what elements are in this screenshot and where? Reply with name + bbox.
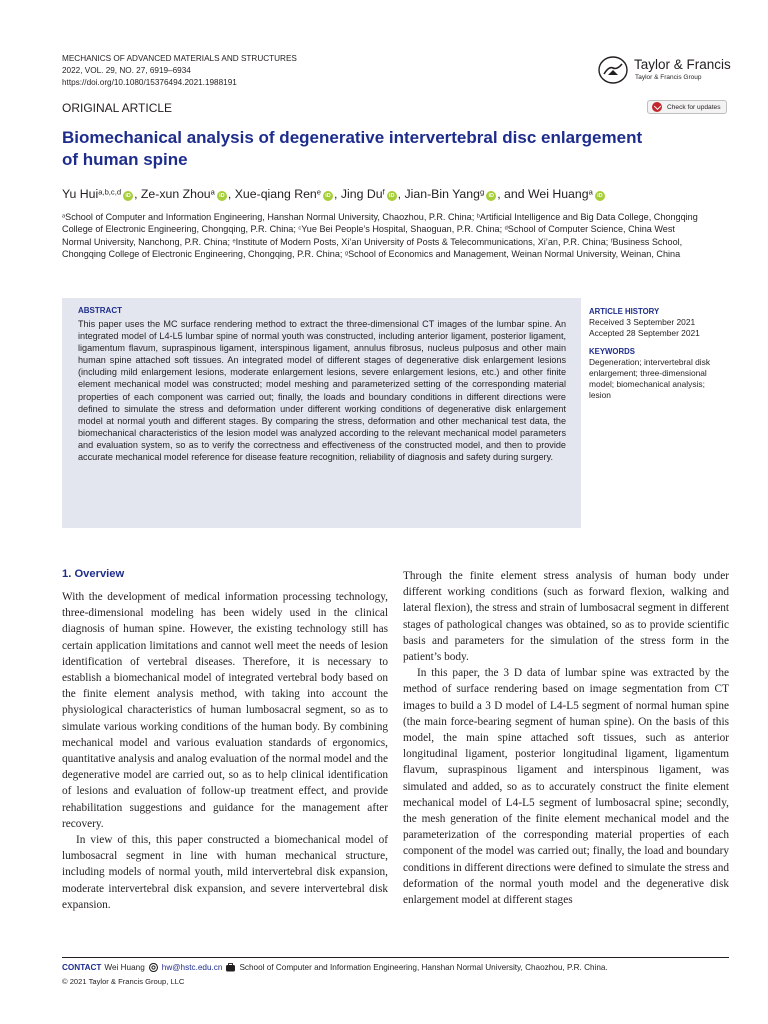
orcid-icon[interactable]: iD — [595, 191, 605, 201]
author-name[interactable]: Xue-qiang Ren — [234, 187, 317, 201]
author-separator: , — [134, 187, 141, 201]
affiliation-text: School of Economics and Management, Weinan Normal University, Weinan, China — [348, 249, 681, 260]
email-icon — [148, 963, 159, 972]
article-type: ORIGINAL ARTICLE — [62, 101, 173, 115]
author-separator: , and — [497, 187, 528, 201]
article-history-heading: ARTICLE HISTORY — [589, 307, 660, 316]
contact-name: Wei Huang — [104, 963, 145, 972]
affiliation-text: Institute of Modern Posts, Xi’an University of Posts & Telecommunications, Xi’an, P.R. China; — [235, 236, 611, 247]
body-paragraph: In this paper, the 3 D data of lumbar spine was extracted by the method of surface rendering based on image segmentation from CT images to build a 3 D model of L4-L5 segment of normal human spine (the main force-bearing segment of human spine). On the basis of this model, the main spine attached soft tissues, such as anterior longitudinal ligament, posterior longitudinal ligament, ligamentum flavum, supraspinous ligament and interspinous ligament, was simulated and added, so as to accurately construct the finite element mechanical model of L4-L5 segment of lumbosacral spine; secondly, the mesh generation of the finite element mechanical model and the parameterization of the corresponding material properties of each component of the model was carried out; finally, the load and boundary conditions in different directions were defined to simulate the stress and deformation of the normal youth model and the degenerative disk enlargement model at different stages — [403, 667, 729, 907]
abstract-heading: ABSTRACT — [78, 306, 122, 315]
affiliation-marker: c — [298, 225, 302, 232]
check-updates-button[interactable] — [647, 100, 727, 114]
author-separator: , — [227, 187, 235, 201]
body-paragraph: In view of this, this paper constructed a biomechanical model of lumbosacral segment in line with human mechanical structure, including models of normal youth, mild intervertebral disk expansion, moderate intervertebral disk expansion, and severe intervertebral disk expansion. — [62, 834, 388, 911]
affiliation-text: Yue Bei People’s Hospital, Shaoguan, P.R. China; — [301, 224, 505, 235]
check-updates-label: Check for updates — [667, 103, 721, 111]
received-date: Received 3 September 2021 — [589, 317, 696, 327]
abstract-box — [62, 298, 581, 528]
article-title: Biomechanical analysis of degenerative intervertebral disc enlargement of human spine — [62, 128, 643, 169]
check-updates-icon — [652, 102, 662, 112]
author-separator: , — [334, 187, 341, 201]
affiliation-marker: e — [232, 238, 236, 245]
accepted-date: Accepted 28 September 2021 — [589, 328, 700, 338]
affiliation-text: Artificial Intelligence and Big Data College, Chongqing College of Electronic Engineering, Chongqing, P.R. China; — [62, 212, 698, 235]
author-name[interactable]: Jing Du — [340, 187, 383, 201]
publisher-name: Taylor & Francis — [634, 57, 731, 72]
orcid-icon[interactable]: iD — [387, 191, 397, 201]
keywords-text: Degeneration; intervertebral disk enlargement; three-dimensional model; biomechanical analysis; lesion — [589, 357, 711, 400]
affiliation-marker: f — [610, 238, 613, 245]
affiliation-marker: a — [62, 213, 66, 220]
author-name[interactable]: Ze-xun Zhou — [140, 187, 211, 201]
author-affiliation-marker: a — [210, 187, 215, 197]
journal-meta — [62, 53, 297, 89]
contact-line — [62, 963, 608, 972]
orcid-icon[interactable]: iD — [123, 191, 133, 201]
publisher-group: Taylor & Francis Group — [635, 74, 702, 81]
footer-divider — [62, 957, 729, 958]
author-affiliation-marker: f — [382, 187, 385, 197]
right-column — [403, 568, 729, 908]
journal-name: MECHANICS OF ADVANCED MATERIALS AND STRUCTURES — [62, 54, 297, 63]
author-affiliation-marker: g — [479, 187, 485, 197]
affiliation-text: School of Computer Science, China West Normal University, Nanchong, P.R. China; — [62, 224, 675, 247]
body-paragraph: With the development of medical information processing technology, three-dimensional modeling has been widely used in the clinical diagnosis of human spine. However, the existing technology still has certain application limitations and cannot well meet the needs of lesion identification of vertebral diseases. Therefore, it is necessary to establish a biomechanical model of integrated vertebral body based on the finite element analysis method, with taking into account the physiological characteristics of human lumbosacral segment, so as to simulate various working conditions of the human body. By combining mechanical model and various evaluation standards of ergonomics, quantitative analysis and analog evaluation of the normal model and the degenerative model are carried out, so as to help clinical identification of lesions and evaluation of follow-up treatment effect, and provide rehabilitation suggestions and guidance for the management after recovery. — [62, 591, 388, 830]
school-icon — [225, 963, 236, 972]
affiliation-text: Business School, Chongqing College of Electronic Engineering, Chongqing, P.R. China; — [62, 236, 683, 260]
author-list — [62, 187, 606, 201]
affiliations — [62, 211, 706, 261]
contact-label: CONTACT — [62, 963, 102, 972]
email-link[interactable]: hw@hstc.edu.cn — [161, 963, 223, 972]
author-name[interactable]: Yu Hui — [62, 187, 99, 201]
article-sidebar — [589, 306, 719, 401]
affiliation-marker: g — [344, 250, 349, 257]
abstract-text: This paper uses the MC surface rendering method to extract the three-dimensional CT images of the lumbar spine. An integrated model of L4-L5 lumbar spine of normal youth was constructed, including anterior ligament, posterior ligament, ligamentum flavum, supraspinous ligament, interspinous ligament, annulus fibrosus, nucleus pulposus and other main human spine attached soft tissues. An integrated model of different stages of degenerative disk enlargement lesions (including mild enlargement lesions, moderate enlargement lesions, severe enlargement lesions, etc.) and other finite element mechanical model was constructed; model meshing and parameterized setting of the corresponding material properties of each component was carried out; finally, the loads and boundary conditions in different directions were defined to simulate the stress and deformation under different working conditions of degenerative disk enlargement model at normal youth and different stages. By comparing the stress, deformation and other mechanical test data, the biomechanical characteristics of the lesion model was analyzed according to the relevant mechanical model parameters and evaluation system, so as to verify the correctness and effectiveness of the constructed model, and then to provide accurate mechanical model reference for disease feature recognition, reliability of diagnosis and safety during surgery. — [78, 319, 566, 463]
doi-link[interactable]: https://doi.org/10.1080/15376494.2021.1988191 — [62, 78, 237, 87]
affiliation-marker: d — [504, 225, 508, 232]
author-affiliation-marker: a,b,c,d — [98, 187, 122, 197]
copyright: © 2021 Taylor & Francis Group, LLC — [62, 977, 185, 986]
publisher-logo[interactable] — [597, 55, 737, 87]
author-name[interactable]: Wei Huang — [527, 187, 589, 201]
affiliation-text: School of Computer and Information Engineering, Hanshan Normal University, Chaozhou, P.R. China; — [65, 212, 477, 222]
orcid-icon[interactable]: iD — [323, 191, 333, 201]
left-column — [62, 589, 388, 913]
orcid-icon[interactable]: iD — [486, 191, 496, 201]
taylor-francis-logo-icon — [597, 55, 629, 85]
author-name[interactable]: Jian-Bin Yang — [404, 187, 480, 201]
author-affiliation-marker: e — [316, 187, 321, 197]
body-paragraph: Through the finite element stress analysis of human body under different working conditions (such as forward flexion, walking and lateral flexion), the stress and strain of lumbosacral segment in different stages of pathological changes was obtained, so as to provide scientific basis and parameters for the simulation of the stress form in the patient’s body. — [403, 570, 729, 664]
orcid-icon[interactable]: iD — [217, 191, 227, 201]
contact-address: School of Computer and Information Engineering, Hanshan Normal University, Chaozhou, P.R. China. — [239, 963, 608, 972]
affiliation-marker: b — [476, 213, 480, 220]
author-affiliation-marker: a — [588, 187, 593, 197]
keywords-heading: KEYWORDS — [589, 347, 635, 356]
author-separator: , — [397, 187, 405, 201]
journal-volume-info: 2022, VOL. 29, NO. 27, 6919–6934 — [62, 66, 191, 75]
section-heading: 1. Overview — [62, 568, 125, 580]
